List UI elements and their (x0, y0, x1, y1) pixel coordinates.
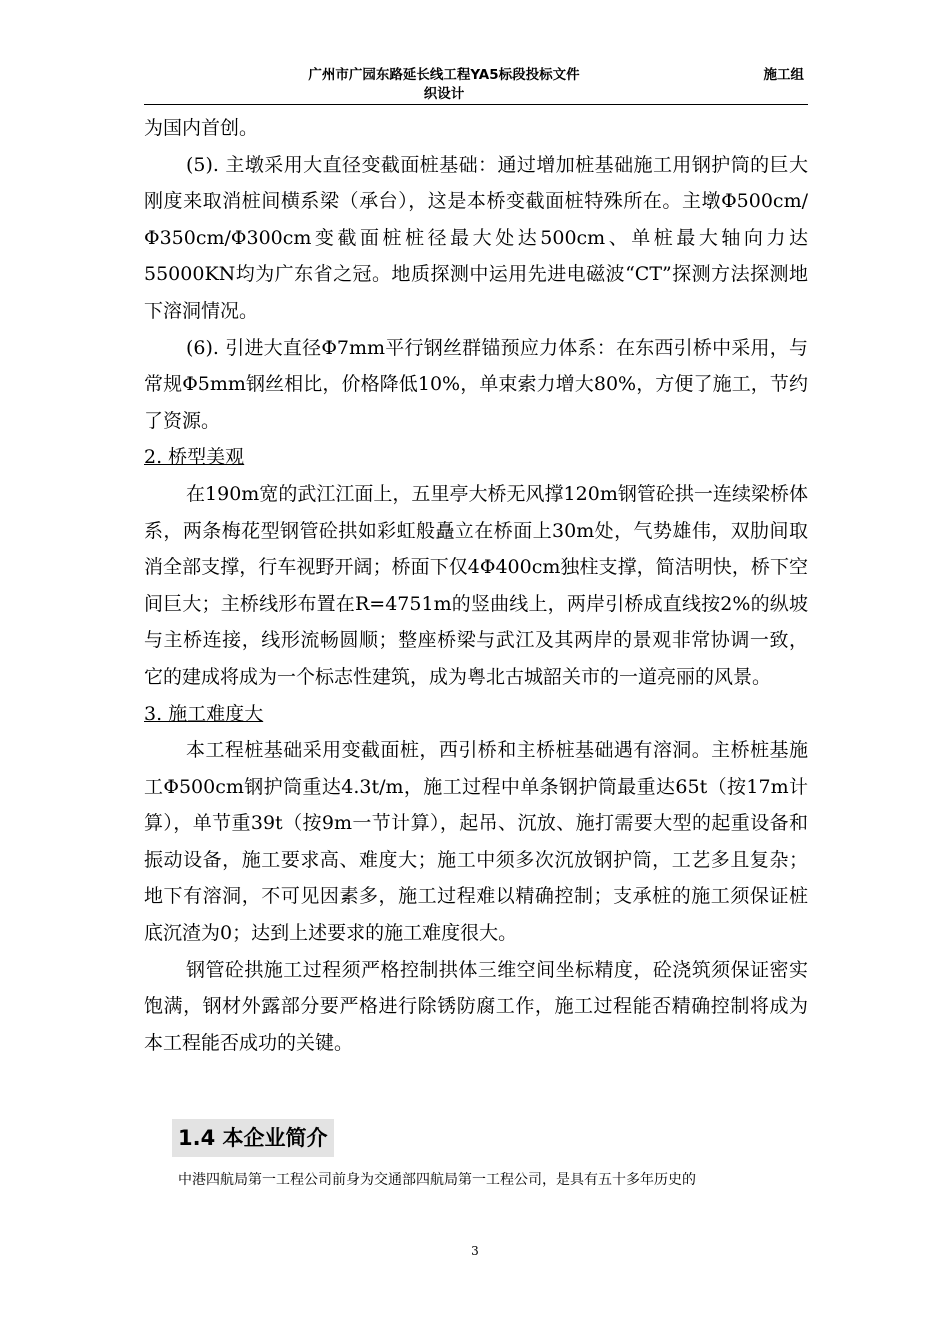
page-number: 3 (471, 1244, 479, 1258)
header-title-line1: 广州市广园东路延长线工程YA5标段投标文件 (308, 67, 580, 83)
header-title (144, 66, 744, 104)
section-heading: 1.4 本企业简介 (172, 1119, 334, 1157)
body-text (144, 110, 808, 1061)
subheading-bridge-aesthetics (144, 439, 808, 476)
paragraph-item-5: (5). 主墩采用大直径变截面桩基础：通过增加桩基础施工用钢护筒的巨大刚度来取消桩间横系梁（承台），这是本桥变截面桩特殊所在。主墩Φ500cm/Φ350cm/Φ300cm变截面桩桩径最大处达500cm、单桩最大轴向力达55000KN均为广东省之冠。地质探测中运用先进电磁波“CT”探测方法探测地下溶洞情况。 (144, 153, 808, 322)
subheading-construction-difficulty (144, 696, 808, 733)
paragraph-bridge-aesthetics: 在190m宽的武江江面上，五里亭大桥无风撑120m钢管砼拱一连续梁桥体系，两条梅花型钢管砼拱如彩虹般矗立在桥面上30m处，气势雄伟，双肋间取消全部支撑，行车视野开阔；桥面下仅4Φ400cm独柱支撑，简洁明快，桥下空间巨大；主桥线形布置在R=4751m的竖曲线上，两岸引桥成直线按2%的纵坡与主桥连接，线形流畅圆顺；整座桥梁与武江及其两岸的景观非常协调一致，它的建成将成为一个标志性建筑，成为粤北古城韶关市的一道亮丽的风景。 (144, 482, 808, 688)
paragraph-arch-control: 钢管砼拱施工过程须严格控制拱体三维空间坐标精度，砼浇筑须保证密实饱满，钢材外露部分要严格进行除锈防腐工作，施工过程能否精确控制将成为本工程能否成功的关键。 (144, 958, 808, 1054)
paragraph-construction-difficulty: 本工程桩基础采用变截面桩，西引桥和主桥桩基础遇有溶洞。主桥桩基施工Φ500cm钢护筒重达4.3t/m，施工过程中单条钢护筒最重达65t（按17m计算），单节重39t（按9m一节计算），起吊、沉放、施打需要大型的起重设备和振动设备，施工要求高、难度大；施工中须多次沉放钢护筒，工艺多且复杂；地下有溶洞，不可见因素多，施工过程难以精确控制；支承桩的施工须保证桩底沉渣为0；达到上述要求的施工难度很大。 (144, 739, 808, 945)
paragraph-item-6: (6). 引进大直径Φ7mm平行钢丝群锚预应力体系：在东西引桥中采用，与常规Φ5mm钢丝相比，价格降低10%，单束索力增大80%，方便了施工，节约了资源。 (144, 336, 808, 432)
page-header (144, 66, 808, 105)
header-title-line2: 织设计 (423, 86, 465, 102)
paragraph-continuation: 为国内首创。 (144, 117, 259, 139)
header-right-label: 施工组 (763, 67, 804, 83)
subheading-construction-difficulty-text: 3. 施工难度大 (144, 702, 264, 725)
subheading-bridge-aesthetics-text: 2. 桥型美观 (144, 446, 245, 469)
company-intro: 中港四航局第一工程公司前身为交通部四航局第一工程公司，是具有五十多年历史的 (178, 1172, 696, 1188)
